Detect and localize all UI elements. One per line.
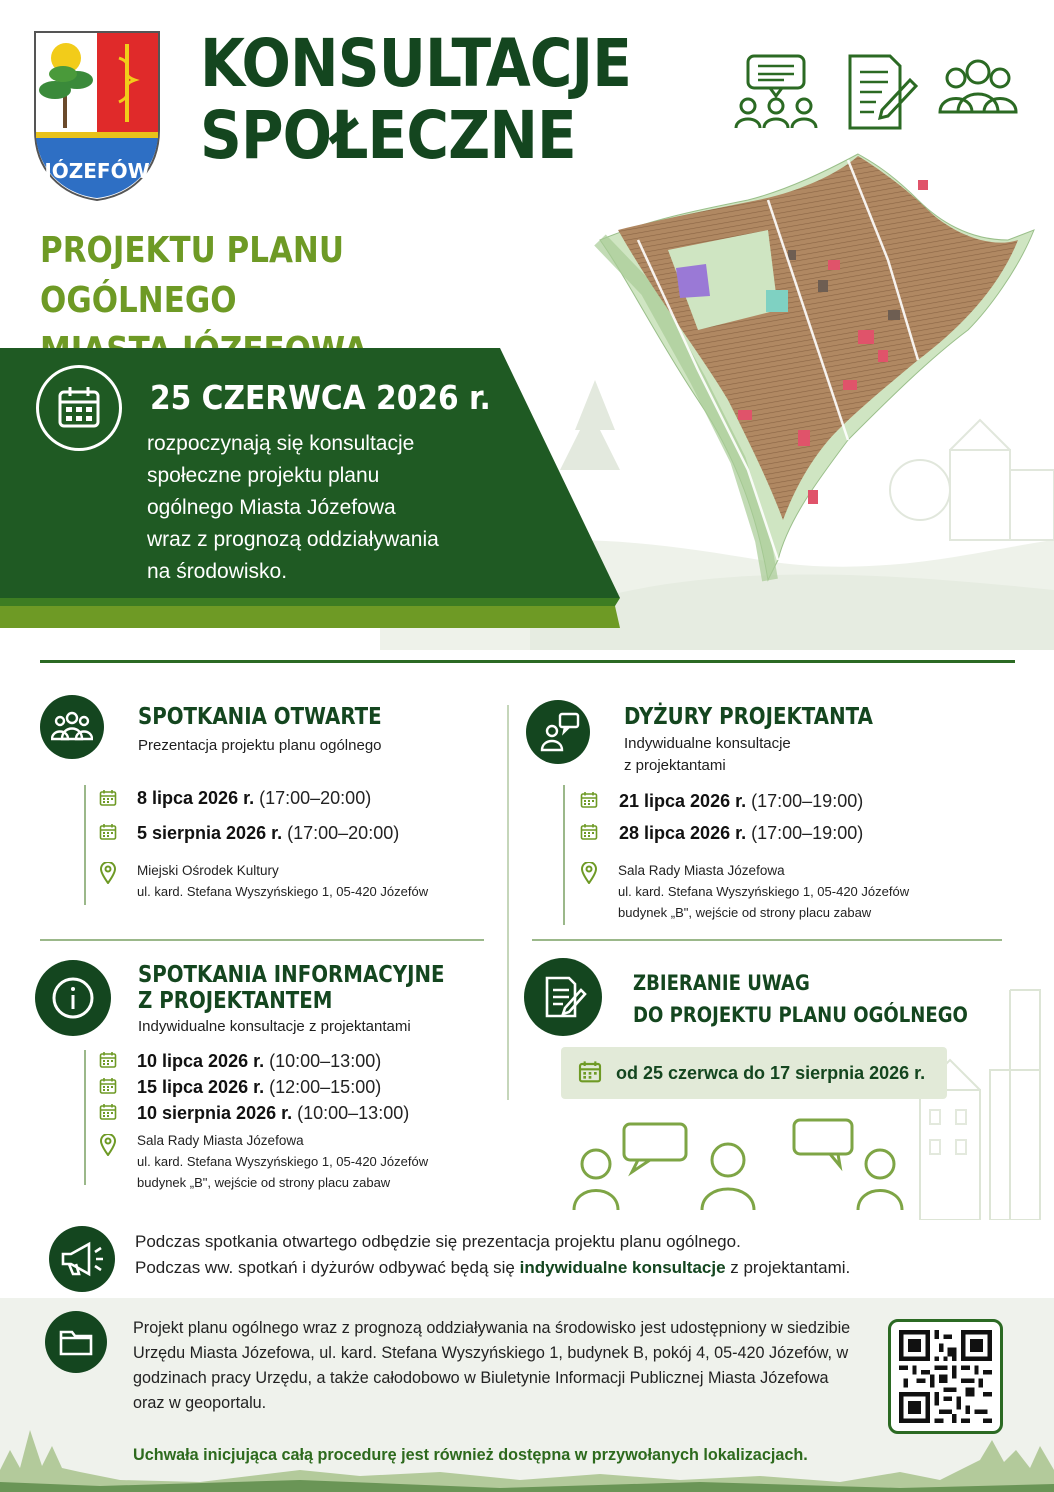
section-separator bbox=[532, 939, 1002, 941]
people-discussion-illustration bbox=[568, 1112, 918, 1212]
place-address-detail: budynek „B", wejście od strony placu zabaw bbox=[618, 905, 872, 920]
availability-note: Projekt planu ogólnego wraz z prognozą oddziaływania na środowisko jest udostępniony w siedzibie Urzędu Miasta Józefowa, ul. kard. Stefana Wyszyńskiego 1, budynek B, pokój 4, 05-420 Józefów, w godzinach pracy Urzędu, a także całodobowo w Biuletynie Informacji Publicznej Miasta Józefowa oraz w geoportalu. bbox=[133, 1319, 851, 1412]
comments-title bbox=[633, 967, 968, 1031]
info-meetings-location bbox=[137, 1130, 428, 1193]
date-row bbox=[137, 821, 399, 845]
document-edit-icon bbox=[838, 50, 922, 134]
note-highlight: indywidualne konsultacje bbox=[519, 1258, 726, 1277]
info-icon bbox=[51, 976, 95, 1020]
calendar-icon bbox=[99, 1103, 117, 1121]
calendar-icon bbox=[55, 384, 103, 432]
time-label: (12:00–15:00) bbox=[269, 1077, 382, 1097]
calendar-icon bbox=[99, 1077, 117, 1095]
subtitle-line: Indywidualne konsultacje bbox=[624, 735, 791, 752]
info-meetings-title bbox=[138, 962, 445, 1014]
time-label: (10:00–13:00) bbox=[297, 1103, 410, 1123]
place-address: ul. kard. Stefana Wyszyńskiego 1, 05-420 Józefów bbox=[137, 884, 429, 899]
time-label: (17:00–19:00) bbox=[751, 791, 864, 811]
date-label: 10 lipca 2026 r. bbox=[137, 1051, 265, 1071]
title-line: SPOTKANIA INFORMACYJNE bbox=[138, 962, 445, 988]
announcement-line: społeczne projektu planu bbox=[147, 464, 380, 487]
title-line-2: SPOŁECZNE bbox=[200, 97, 576, 174]
date-label: 8 lipca 2026 r. bbox=[137, 788, 255, 808]
time-label: (10:00–13:00) bbox=[269, 1051, 382, 1071]
date-row bbox=[619, 789, 863, 813]
announcement-line: na środowisko. bbox=[147, 560, 288, 583]
designer-duty-location bbox=[618, 860, 909, 923]
time-label: (17:00–20:00) bbox=[287, 823, 400, 843]
meetings-note bbox=[135, 1229, 1015, 1281]
announcement-line: wraz z prognozą oddziaływania bbox=[147, 528, 439, 551]
calendar-icon bbox=[99, 1051, 117, 1069]
subtitle-line-1: PROJEKTU PLANU OGÓLNEGO bbox=[40, 230, 344, 321]
date-row bbox=[137, 1101, 409, 1125]
date-label: 10 sierpnia 2026 r. bbox=[137, 1103, 293, 1123]
note-text: Podczas ww. spotkań i dyżurów odbywać będą się bbox=[135, 1258, 520, 1277]
note-line bbox=[135, 1255, 1015, 1281]
date-label: 5 sierpnia 2026 r. bbox=[137, 823, 283, 843]
megaphone-icon bbox=[59, 1240, 105, 1278]
timeline-line bbox=[84, 1050, 86, 1185]
folder-icon bbox=[59, 1326, 93, 1356]
time-label: (17:00–20:00) bbox=[259, 788, 372, 808]
date-row bbox=[619, 821, 863, 845]
section-divider bbox=[40, 660, 1015, 663]
calendar-icon bbox=[580, 791, 598, 809]
calendar-icon bbox=[578, 1060, 602, 1084]
location-pin-icon bbox=[581, 862, 597, 884]
qr-code[interactable] bbox=[888, 1319, 1003, 1434]
qr-pattern bbox=[899, 1330, 992, 1423]
section-separator bbox=[40, 939, 484, 941]
crest-label: JÓZEFÓW bbox=[44, 159, 150, 183]
date-row bbox=[137, 1049, 381, 1073]
open-meetings-subtitle: Prezentacja projektu planu ogólnego bbox=[138, 737, 382, 754]
place-name: Sala Rady Miasta Józefowa bbox=[618, 863, 785, 878]
open-meetings-title: SPOTKANIA OTWARTE bbox=[138, 704, 382, 730]
title-line: Z PROJEKTANTEM bbox=[138, 988, 333, 1014]
note-text: z projektantami. bbox=[725, 1258, 851, 1277]
title-line-1: KONSULTACJE bbox=[200, 25, 632, 102]
place-address: ul. kard. Stefana Wyszyńskiego 1, 05-420 Józefów bbox=[137, 1154, 429, 1169]
announcement-line: rozpoczynają się konsultacje bbox=[147, 432, 415, 455]
announcement-line: ogólnego Miasta Józefowa bbox=[147, 496, 396, 519]
people-group-icon bbox=[51, 709, 93, 745]
time-label: (17:00–19:00) bbox=[751, 823, 864, 843]
place-name: Sala Rady Miasta Józefowa bbox=[137, 1133, 304, 1148]
timeline-line bbox=[84, 785, 86, 905]
announcement-text bbox=[147, 428, 507, 588]
city-zoning-map bbox=[588, 140, 1054, 630]
note-line: Podczas spotkania otwartego odbędzie się prezentacja projektu planu ogólnego. bbox=[135, 1232, 741, 1251]
calendar-icon bbox=[580, 823, 598, 841]
discussion-group-icon bbox=[734, 50, 818, 134]
date-row bbox=[137, 786, 371, 810]
jozefow-coat-of-arms bbox=[33, 30, 161, 202]
people-group-icon bbox=[936, 50, 1020, 134]
timeline-line bbox=[563, 785, 565, 925]
comments-period: od 25 czerwca do 17 sierpnia 2026 r. bbox=[616, 1063, 926, 1083]
designer-duty-subtitle bbox=[624, 733, 791, 777]
subtitle-line: z projektantami bbox=[624, 757, 726, 774]
date-label: 15 lipca 2026 r. bbox=[137, 1077, 265, 1097]
calendar-icon bbox=[99, 823, 117, 841]
place-address: ul. kard. Stefana Wyszyńskiego 1, 05-420 Józefów bbox=[618, 884, 910, 899]
designer-duty-title: DYŻURY PROJEKTANTA bbox=[624, 704, 873, 730]
person-chat-icon bbox=[540, 712, 580, 752]
place-name: Miejski Ośrodek Kultury bbox=[137, 863, 279, 878]
document-edit-icon bbox=[541, 974, 587, 1020]
place-address-detail: budynek „B", wejście od strony placu zabaw bbox=[137, 1175, 391, 1190]
date-label: 21 lipca 2026 r. bbox=[619, 791, 747, 811]
open-meetings-location bbox=[137, 860, 428, 902]
calendar-icon bbox=[99, 789, 117, 807]
resolution-note: Uchwała inicjująca całą procedurę jest również dostępna w przywołanych lokalizacjach. bbox=[133, 1446, 808, 1464]
location-pin-icon bbox=[100, 862, 116, 884]
date-row bbox=[137, 1075, 381, 1099]
title-line: DO PROJEKTU PLANU OGÓLNEGO bbox=[633, 1003, 968, 1027]
column-divider bbox=[507, 705, 509, 1100]
title-line: ZBIERANIE UWAG bbox=[633, 971, 810, 995]
info-meetings-subtitle: Indywidualne konsultacje z projektantami bbox=[138, 1018, 411, 1035]
start-date: 25 CZERWCA 2026 r. bbox=[150, 378, 491, 417]
location-pin-icon bbox=[100, 1134, 116, 1156]
date-label: 28 lipca 2026 r. bbox=[619, 823, 747, 843]
